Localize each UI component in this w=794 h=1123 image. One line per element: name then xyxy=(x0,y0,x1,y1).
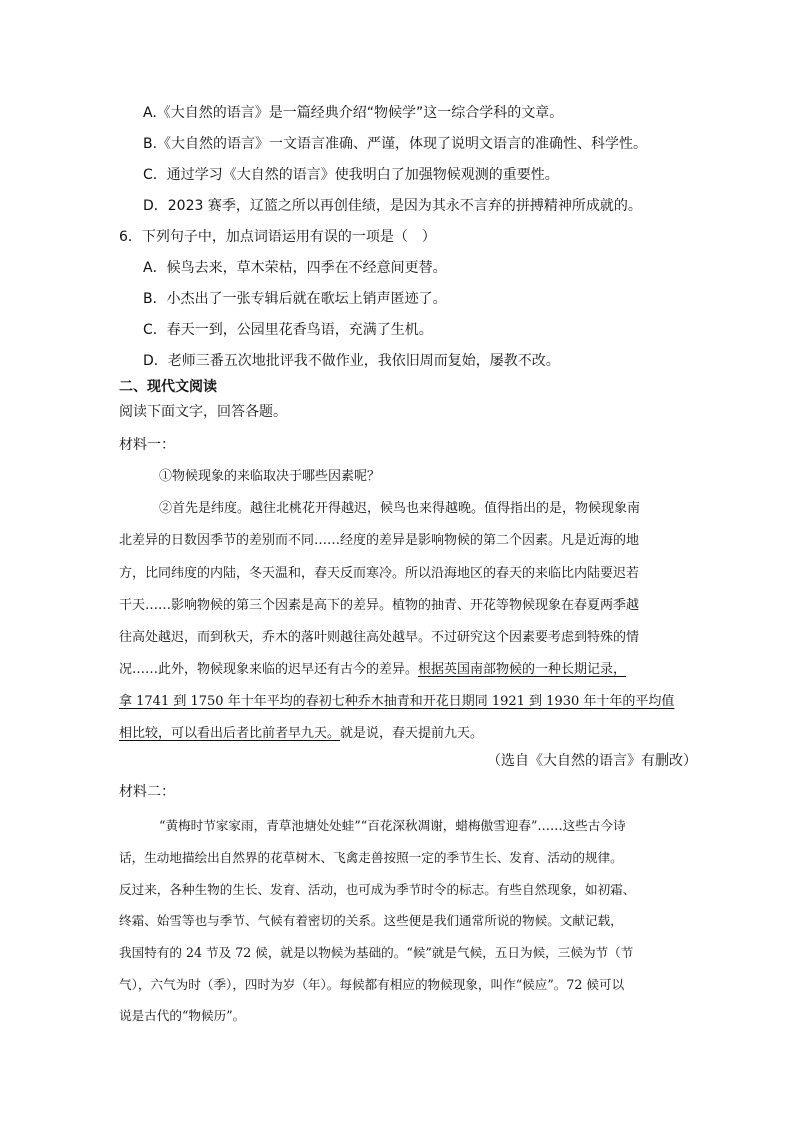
material2-line: “黄梅时节家家雨，青草池塘处处蛙”“百花深秋凋谢，蜡梅傲雪迎春”……这些古今诗 xyxy=(159,818,626,833)
q5-option-a: A.《大自然的语言》是一篇经典介绍“物候学”这一综合学科的文章。 xyxy=(143,105,564,121)
material1-source: （选自《大自然的语言》有删改） xyxy=(487,753,697,769)
q5-option-c: C．通过学习《大自然的语言》使我明白了加强物候观测的重要性。 xyxy=(143,167,559,183)
section-instruction: 阅读下面文字，回答各题。 xyxy=(119,404,287,420)
material1-line: 往高处越迟，而到秋天，乔木的落叶则越往高处越早。不过研究这个因素要考虑到特殊的情 xyxy=(119,630,640,645)
q6-option-d: D．老师三番五次地批评我不做作业，我依旧周而复始，屡教不改。 xyxy=(143,353,560,369)
material1-line-9-plain: 就是说，春天提前九天。 xyxy=(340,726,484,741)
section-title: 二、现代文阅读 xyxy=(119,379,217,395)
material2-line: 我国特有的 24 节及 72 候，就是以物候为基础的。“候”就是气候，五日为候，三候为节（节 xyxy=(119,945,634,960)
material1-line-7-plain: 况……此外，物候现象来临的迟早还有古今的差异。 xyxy=(119,662,419,677)
material1-line: 方，比同纬度的内陆，冬天温和，春天反而寒冷。所以沿海地区的春天的来临比内陆要迟若 xyxy=(119,566,640,581)
material1-label: 材料一： xyxy=(119,437,175,453)
material2-line: 终霜、始雪等也与季节、气候有着密切的关系。这些便是我们通常所说的物候。文献记载， xyxy=(119,913,623,928)
material1-line-8-underlined: 拿 1741 到 1750 年十年平均的春初七种乔木抽青和开花日期同 1921 到 1930 年十年的平均值 xyxy=(119,694,675,709)
material2-label: 材料二： xyxy=(119,784,175,800)
material1-line-7 xyxy=(119,659,626,681)
q5-option-b: B.《大自然的语言》一文语言准确、严谨，体现了说明文语言的准确性、科学性。 xyxy=(143,136,648,152)
material1-line: ①物候现象的来临取决于哪些因素呢？ xyxy=(159,469,381,484)
material1-line: 干天……影响物候的第三个因素是高下的差异。植物的抽青、开花等物候现象在春夏两季越 xyxy=(119,598,640,613)
material1-line: ②首先是纬度。越往北桃花开得越迟，候鸟也来得越晚。值得指出的是，物候现象南 xyxy=(159,501,641,516)
material1-line-9 xyxy=(119,723,483,745)
q6-stem: 6．下列句子中，加点词语运用有误的一项是（ ） xyxy=(119,229,436,245)
material2-line: 气），六气为时（季），四时为岁（年）。每候都有相应的物候现象，叫作“候应”。72 候可以 xyxy=(119,977,625,992)
material2-line: 话，生动地描绘出自然界的花草树木、飞禽走兽按照一定的季节生长、发育、活动的规律。 xyxy=(119,850,623,865)
q6-option-a: A．候鸟去来，草木荣枯，四季在不经意间更替。 xyxy=(143,260,447,276)
material2-line: 说是古代的“物候历”。 xyxy=(119,1008,246,1023)
material2-line: 反过来，各种生物的生长、发育、活动，也可成为季节时令的标志。有些自然现象，如初霜、 xyxy=(119,882,636,897)
q6-option-b: B．小杰出了一张专辑后就在歌坛上销声匿迹了。 xyxy=(143,291,447,307)
q6-option-c: C．春天一到，公园里花香鸟语，充满了生机。 xyxy=(143,322,433,338)
material1-line-9-underlined: 相比较，可以看出后者比前者早九天。 xyxy=(119,726,341,741)
material1-line-7-underlined: 根据英国南部物候的一种长期记录， xyxy=(418,662,627,677)
material1-line: 北差异的日数因季节的差别而不同……经度的差异是影响物候的第二个因素。凡是近海的地 xyxy=(119,533,640,548)
q5-option-d: D．2023 赛季，辽篮之所以再创佳绩，是因为其永不言弃的拼搏精神所成就的。 xyxy=(143,198,642,214)
